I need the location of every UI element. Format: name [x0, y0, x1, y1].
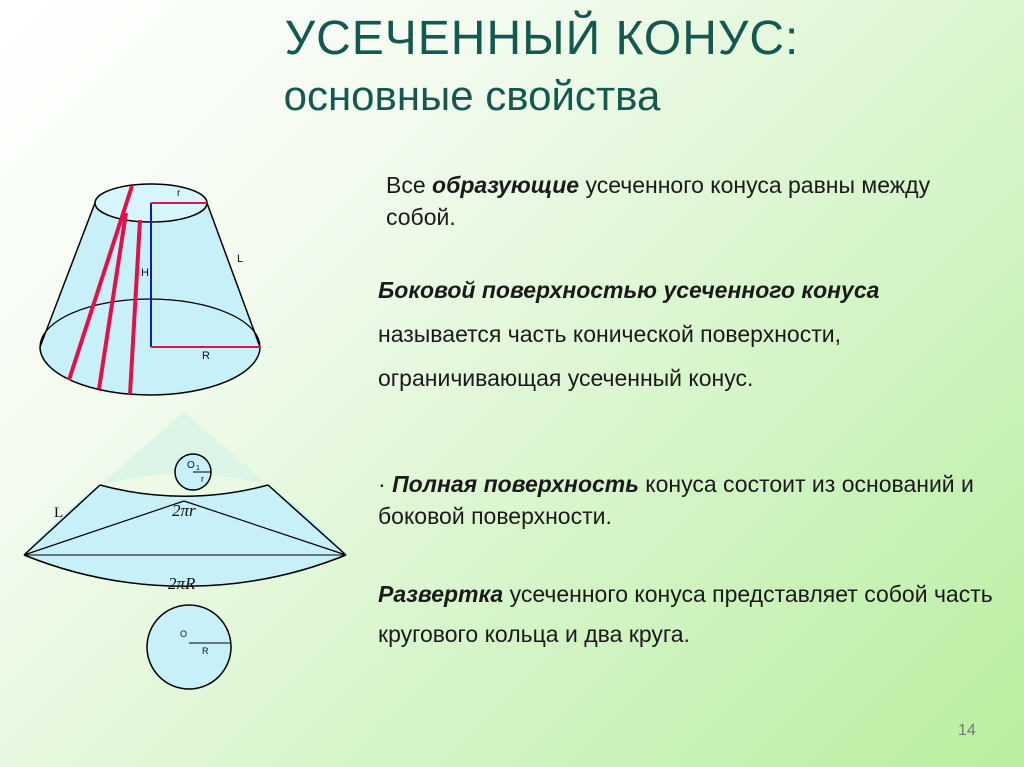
label-R-top: R — [202, 350, 210, 362]
development-figure — [24, 412, 346, 689]
p3-pre: · — [378, 471, 393, 497]
label-r-small: r — [201, 474, 204, 484]
p1-pre: Все — [386, 172, 433, 198]
p3-post: конуса состоит из оснований и боковой поверхности. — [378, 471, 974, 529]
p4-bold: Развертка — [378, 581, 504, 607]
paragraph-total-surface — [378, 468, 978, 532]
paragraph-generatrices — [386, 169, 986, 233]
frustum-figure — [40, 184, 260, 395]
page-number: 14 — [958, 722, 976, 739]
label-2pir: 2πr — [172, 501, 196, 520]
label-L-top: L — [237, 253, 244, 265]
p4-post: усеченного конуса представляет собой часть кругового кольца и два круга. — [378, 581, 993, 647]
label-2piR: 2πR — [168, 574, 196, 593]
label-O1: O — [187, 460, 195, 471]
p1-post: усеченного конуса равны между собой. — [386, 172, 931, 230]
p3-bold: Полная поверхность — [392, 471, 639, 497]
large-base-circle — [147, 605, 231, 689]
label-r-top: r — [177, 188, 181, 199]
p2-bold: Боковой поверхностью усеченного конуса — [378, 277, 880, 303]
label-O: O — [180, 629, 188, 639]
label-L-net: L — [54, 505, 64, 521]
paragraph-development — [378, 574, 998, 654]
p2-post: называется часть конической поверхности, ограничивающая усеченный конус. — [378, 321, 841, 391]
title-line-2: основные свойства — [283, 72, 661, 120]
title-line-1: УСЕЧЕННЫЙ КОНУС: — [284, 12, 800, 65]
label-R-circle: R — [202, 646, 209, 656]
label-H: H — [141, 267, 149, 279]
label-O1-sub: 1 — [196, 465, 200, 472]
p1-bold: образующие — [432, 172, 580, 198]
paragraph-lateral-surface — [378, 268, 938, 400]
